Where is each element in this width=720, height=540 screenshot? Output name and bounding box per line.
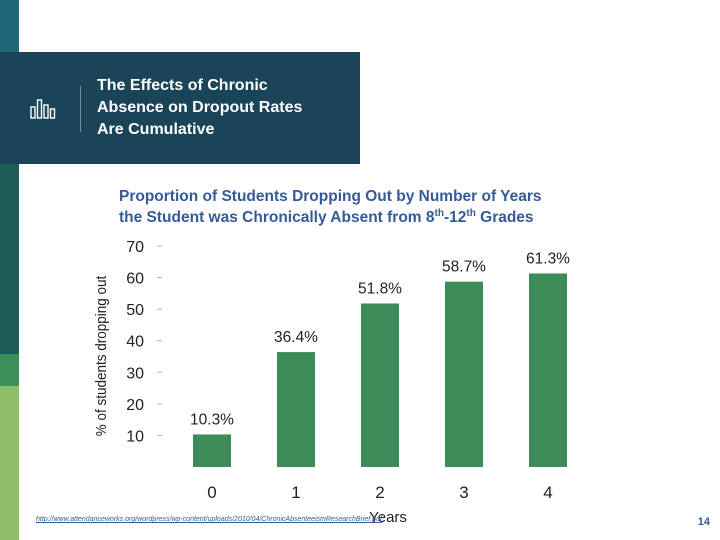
chart-title-line: Proportion of Students Dropping Out by Number of Years — [119, 188, 542, 205]
bar — [529, 273, 567, 467]
y-tick-label: 40 — [126, 333, 144, 351]
bar — [361, 303, 399, 467]
bar-data-label: 51.8% — [358, 280, 402, 298]
chart-title-superscript: th — [434, 208, 444, 219]
bar — [277, 352, 315, 467]
y-tick-label: 30 — [126, 365, 144, 383]
y-tick-label: 50 — [126, 302, 144, 320]
chart-title-text: the Student was Chronically Absent from 8 — [119, 209, 435, 226]
x-tick-label: 2 — [375, 483, 385, 502]
x-tick-label: 4 — [543, 483, 553, 502]
y-tick-label: 20 — [126, 396, 144, 414]
x-tick-label: 3 — [459, 483, 469, 502]
slide-title-line: Absence on Dropout Rates — [97, 99, 303, 116]
bar-data-label: 36.4% — [274, 329, 318, 347]
bar-data-label: 61.3% — [526, 250, 570, 268]
chart-title-superscript: th — [466, 208, 476, 219]
bar — [193, 434, 231, 467]
y-tick-label: 10 — [126, 428, 144, 446]
chart-title-text: -12 — [443, 209, 467, 226]
slide-title-line: Are Cumulative — [97, 121, 215, 138]
slide-title-line: The Effects of Chronic — [97, 77, 268, 94]
x-tick-label: 0 — [207, 483, 217, 502]
bar-data-label: 10.3% — [190, 411, 234, 429]
bar-data-label: 58.7% — [442, 258, 486, 276]
y-tick-label: 60 — [126, 270, 144, 288]
bar — [445, 282, 483, 467]
x-tick-label: 1 — [291, 483, 301, 502]
source-link[interactable]: http://www.attendanceworks.org/wordpress/wp-content/uploads/2010/04/ChronicAbsenteeismResearchBrief.pdf — [36, 516, 382, 523]
chart-title-text: Grades — [475, 209, 534, 226]
y-axis-title: % of students dropping out — [93, 275, 111, 437]
x-axis-title: Years — [369, 509, 407, 526]
page-number: 14 — [697, 516, 710, 528]
y-tick-label: 70 — [126, 239, 144, 256]
